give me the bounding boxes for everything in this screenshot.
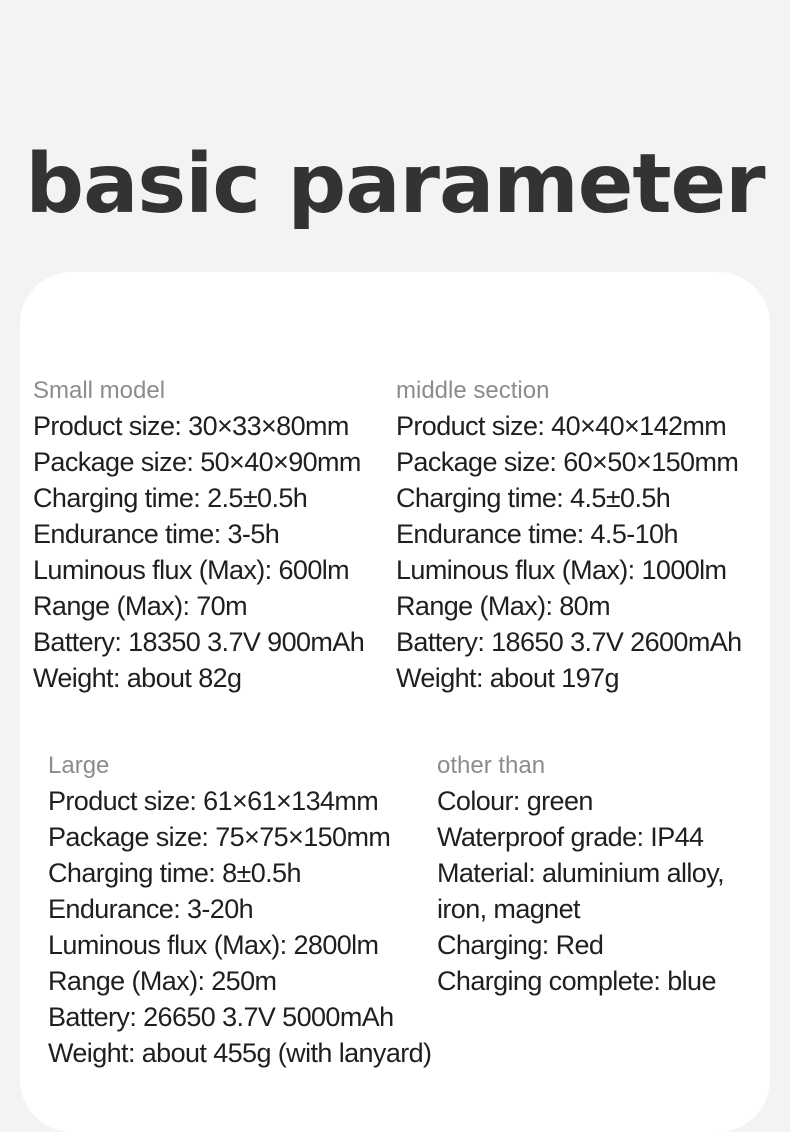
- spec-line: Endurance time: 3-5h: [33, 519, 280, 549]
- spec-line: Waterproof grade: IP44: [437, 822, 704, 852]
- spec-line: Charging time: 4.5±0.5h: [396, 483, 671, 513]
- spec-line: Luminous flux (Max): 2800lm: [48, 930, 379, 960]
- spec-line: Luminous flux (Max): 1000lm: [396, 555, 727, 585]
- block-heading: middle section: [396, 377, 550, 404]
- small-model-block: [33, 376, 364, 696]
- spec-line: Battery: 18650 3.7V 2600mAh: [396, 627, 742, 657]
- middle-section-block: [396, 376, 742, 696]
- spec-line: Range (Max): 80m: [396, 591, 610, 621]
- page-title: basic parameter: [25, 137, 765, 232]
- block-heading: Small model: [33, 377, 166, 404]
- spec-line: Endurance time: 4.5-10h: [396, 519, 678, 549]
- block-heading: other than: [437, 752, 546, 779]
- spec-line: Charging: Red: [437, 930, 604, 960]
- spec-line: Battery: 18350 3.7V 900mAh: [33, 627, 365, 657]
- spec-line: iron, magnet: [437, 894, 580, 924]
- spec-line: Weight: about 197g: [396, 663, 619, 693]
- spec-line: Range (Max): 70m: [33, 591, 247, 621]
- spec-line: Product size: 30×33×80mm: [33, 411, 349, 441]
- spec-line: Luminous flux (Max): 600lm: [33, 555, 350, 585]
- spec-line: Weight: about 82g: [33, 663, 242, 693]
- spec-line: Package size: 75×75×150mm: [48, 822, 391, 852]
- spec-list: [33, 408, 364, 696]
- spec-list: [396, 408, 742, 696]
- spec-list: [48, 783, 431, 1071]
- large-model-block: [48, 751, 431, 1071]
- spec-line: Package size: 60×50×150mm: [396, 447, 739, 477]
- other-specs-block: [437, 751, 724, 999]
- spec-line: Package size: 50×40×90mm: [33, 447, 361, 477]
- spec-line: Product size: 40×40×142mm: [396, 411, 727, 441]
- spec-line: Charging time: 8±0.5h: [48, 858, 301, 888]
- spec-line: Product size: 61×61×134mm: [48, 786, 379, 816]
- spec-line: Charging complete: blue: [437, 966, 716, 996]
- spec-list: [437, 783, 724, 999]
- spec-line: Colour: green: [437, 786, 593, 816]
- spec-line: Material: aluminium alloy,: [437, 858, 725, 888]
- parameter-card: [20, 272, 770, 1132]
- spec-line: Charging time: 2.5±0.5h: [33, 483, 308, 513]
- spec-line: Weight: about 455g (with lanyard): [48, 1038, 432, 1068]
- block-heading: Large: [48, 752, 110, 779]
- spec-line: Battery: 26650 3.7V 5000mAh: [48, 1002, 394, 1032]
- spec-line: Endurance: 3-20h: [48, 894, 254, 924]
- spec-line: Range (Max): 250m: [48, 966, 277, 996]
